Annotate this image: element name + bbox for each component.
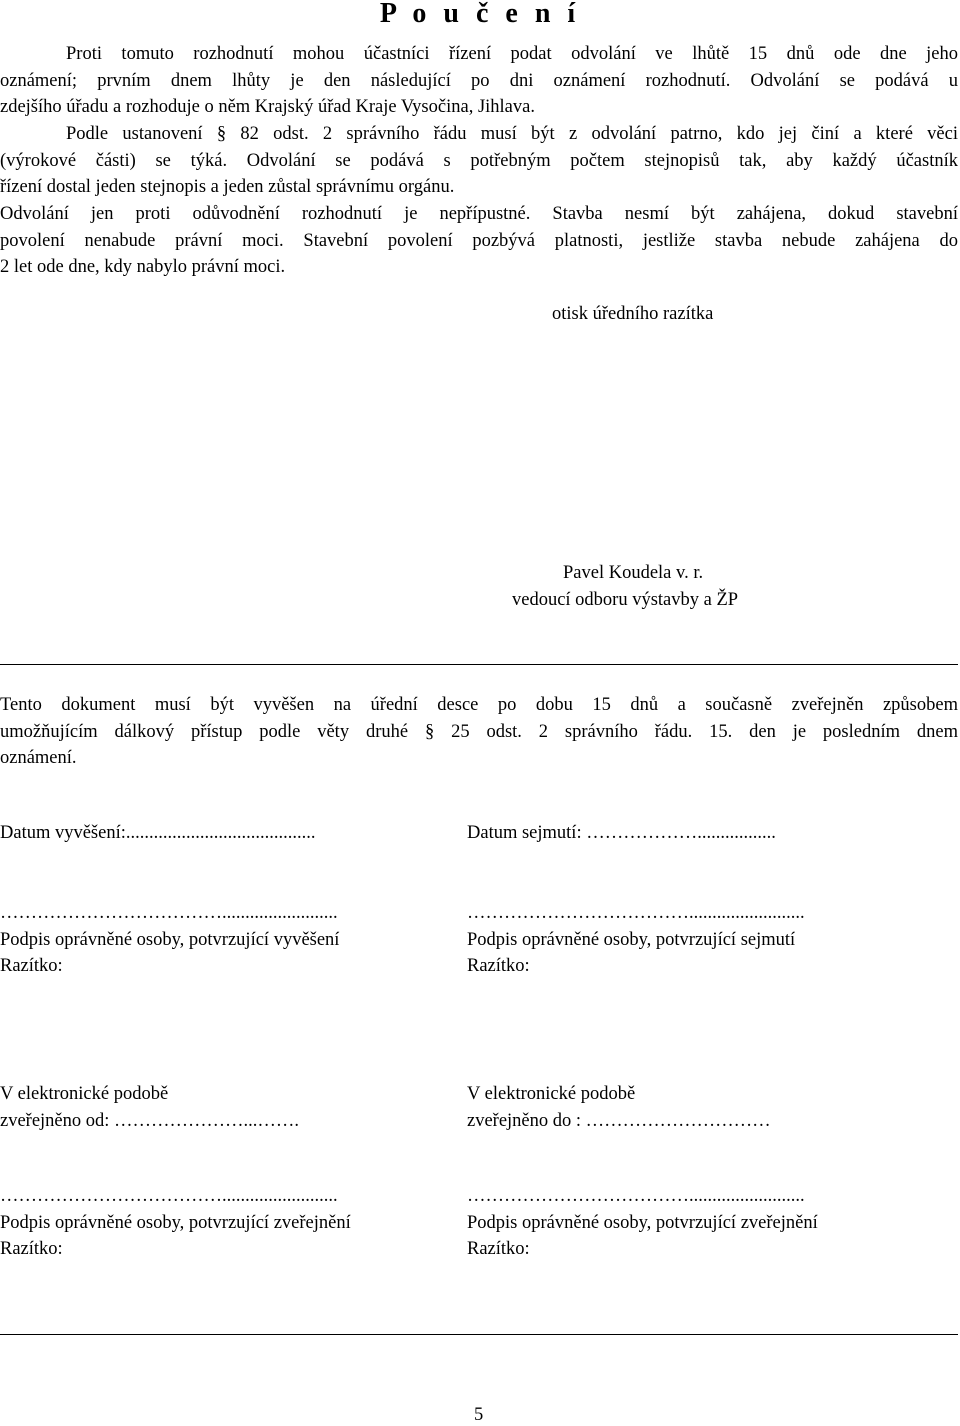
paragraph-line: Podle ustanovení § 82 odst. 2 správního řádu musí být z odvolání patrno, kdo jej činí a které věci xyxy=(66,124,958,144)
published-from-field: zveřejněno od: …………………...……. xyxy=(0,1110,300,1131)
paragraph-line: umožňujícím dálkový přístup podle věty druhé § 25 odst. 2 správního řádu. 15. den je posledním dnem xyxy=(0,721,958,742)
divider-bottom xyxy=(0,1334,958,1335)
stamp-label: Razítko: xyxy=(467,1239,530,1259)
electronic-label: V elektronické podobě xyxy=(467,1084,636,1104)
divider-top xyxy=(0,664,958,665)
signature-label: Podpis oprávněné osoby, potvrzující zveřejnění xyxy=(0,1212,351,1233)
stamp-label: Razítko: xyxy=(0,1239,63,1259)
signatory-name: Pavel Koudela v. r. xyxy=(563,563,704,583)
appeal-paragraph-2 xyxy=(0,121,958,201)
signature-label: Podpis oprávněné osoby, potvrzující sejmutí xyxy=(467,929,796,950)
electronic-label: V elektronické podobě xyxy=(0,1084,169,1104)
electronic-from-block xyxy=(0,1081,299,1134)
posting-signature-block xyxy=(0,900,339,980)
signature-label: Podpis oprávněné osoby, potvrzující vyvěšení xyxy=(0,929,340,950)
signature-dots: ………………………………......................... xyxy=(0,903,338,923)
publish-signature-block-right xyxy=(467,1183,818,1263)
appeal-paragraph-1 xyxy=(0,41,958,121)
paragraph-line: zdejšího úřadu a rozhoduje o něm Krajský úřad Kraje Vysočina, Jihlava. xyxy=(0,97,535,118)
stamp-placeholder: otisk úředního razítka xyxy=(552,304,714,324)
signature-dots: ………………………………......................... xyxy=(467,903,805,923)
signature-label: Podpis oprávněné osoby, potvrzující zveřejnění xyxy=(467,1212,818,1233)
paragraph-line: Odvolání jen proti odůvodnění rozhodnutí je nepřípustné. Stavba nesmí být zahájena, dokud stavební xyxy=(0,204,958,224)
paragraph-line: oznámení; prvním dnem lhůty je den následující po dni oznámení rozhodnutí. Odvolání se podává u xyxy=(0,70,958,91)
stamp-label: Razítko: xyxy=(467,956,530,976)
paragraph-line: oznámení. xyxy=(0,748,77,769)
paragraph-line: Tento dokument musí být vyvěšen na úřední desce po dobu 15 dnů a současně zveřejněn způsobem xyxy=(0,695,958,715)
published-to-field: zveřejněno do : ………………………… xyxy=(467,1110,771,1131)
electronic-to-block xyxy=(467,1081,771,1134)
publish-signature-block-left xyxy=(0,1183,351,1263)
signature-dots: ………………………………......................... xyxy=(467,1186,805,1206)
signatory-role: vedoucí odboru výstavby a ŽP xyxy=(512,590,739,610)
paragraph-line: 2 let ode dne, kdy nabylo právní moci. xyxy=(0,257,286,278)
stamp-label: Razítko: xyxy=(0,956,63,976)
appeal-paragraph-3 xyxy=(0,201,958,281)
paragraph-line: Proti tomuto rozhodnutí mohou účastníci řízení podat odvolání ve lhůtě 15 dnů ode dne jeho xyxy=(66,44,958,64)
removal-signature-block xyxy=(467,900,805,980)
paragraph-line: (výrokové části) se týká. Odvolání se podává s potřebným počtem stejnopisů tak, aby každý účastník xyxy=(0,150,958,171)
notice-paragraph xyxy=(0,692,958,772)
posting-date-field: Datum vyvěšení:......................................... xyxy=(0,823,316,843)
removal-date-field: Datum sejmutí: ………………................. xyxy=(467,823,776,843)
poučení-heading: P o u č e n í xyxy=(379,0,581,29)
signature-dots: ………………………………......................... xyxy=(0,1186,338,1206)
page-number: 5 xyxy=(474,1405,484,1425)
paragraph-line: povolení nenabude právní moci. Stavební povolení pozbývá platnosti, jestliže stavba nebude zahájena do xyxy=(0,230,958,251)
paragraph-line: řízení dostal jeden stejnopis a jeden zůstal správnímu orgánu. xyxy=(0,177,455,198)
